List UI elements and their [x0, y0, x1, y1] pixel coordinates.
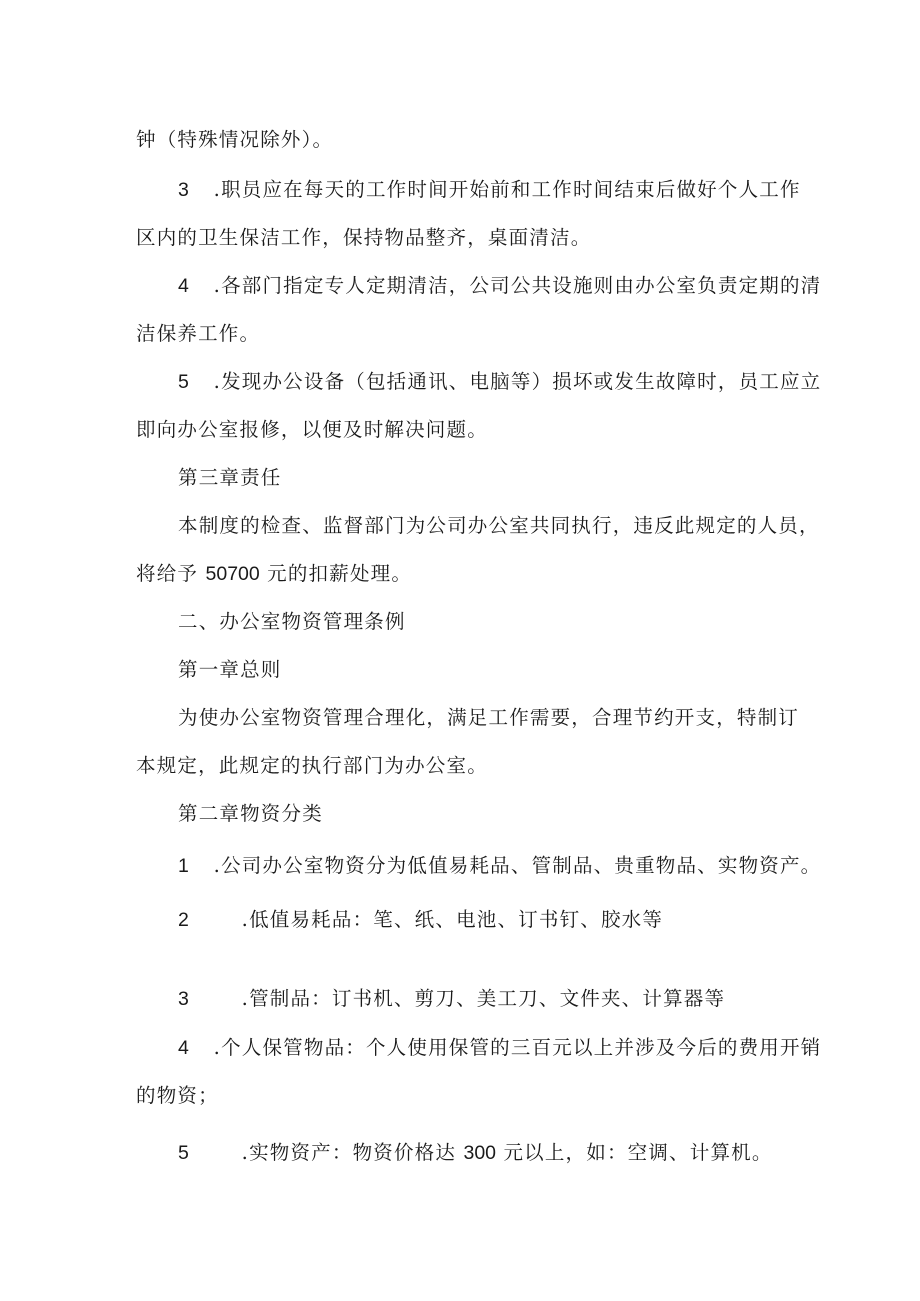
- text: 即向办公室报修，以便及时解决问题。: [136, 418, 488, 441]
- list-text: .个人保管物品：个人使用保管的三百元以上并涉及今后的费用开销: [213, 1036, 822, 1059]
- list-number: 5: [178, 371, 189, 393]
- list-number: 4: [178, 275, 189, 297]
- list-text: .公司办公室物资分为低值易耗品、管制品、贵重物品、实物资产。: [213, 854, 822, 877]
- heading-text: 第二章物资分类: [178, 802, 323, 825]
- list-number: 3: [178, 179, 189, 201]
- paragraph-line: [136, 225, 591, 251]
- text: 为使办公室物资管理合理化，满足工作需要，合理节约开支，特制订: [178, 706, 800, 729]
- list-number: 4: [178, 1037, 189, 1059]
- list-number: 3: [178, 988, 189, 1010]
- list-item-3: [178, 177, 801, 203]
- paragraph-line: [178, 513, 820, 539]
- amount: 300: [463, 1142, 497, 1164]
- list-item-2: [178, 907, 663, 933]
- text: 本规定，此规定的执行部门为办公室。: [136, 754, 488, 777]
- paragraph-line: [178, 705, 799, 731]
- heading-text: 第一章总则: [178, 658, 282, 681]
- section-heading: [178, 609, 406, 635]
- chapter-heading: [178, 657, 282, 683]
- list-number: 5: [178, 1142, 189, 1164]
- text-suffix: 元的扣薪处理。: [267, 562, 413, 585]
- paragraph-line: [136, 1083, 219, 1109]
- list-text: .管制品：订书机、剪刀、美工刀、文件夹、计算器等: [241, 987, 726, 1010]
- list-text-suffix: 元以上，如：空调、计算机。: [503, 1141, 773, 1164]
- paragraph-line: [136, 127, 333, 153]
- list-item-5: [178, 369, 821, 395]
- paragraph-line: [136, 561, 412, 587]
- paragraph-line: [136, 753, 488, 779]
- text: 本制度的检查、监督部门为公司办公室共同执行，违反此规定的人员，: [178, 514, 820, 537]
- list-text-prefix: .实物资产：物资价格达: [241, 1141, 457, 1164]
- paragraph-line: [136, 417, 488, 443]
- list-item-4: [178, 1035, 821, 1061]
- list-text: .各部门指定专人定期清洁，公司公共设施则由办公室负责定期的清: [213, 274, 822, 297]
- list-text: .发现办公设备（包括通讯、电脑等）损坏或发生故障时，员工应立: [213, 370, 822, 393]
- list-item-5: [178, 1140, 773, 1166]
- list-number: 2: [178, 909, 189, 931]
- text: 洁保养工作。: [136, 322, 261, 345]
- list-item-4: [178, 273, 821, 299]
- chapter-heading: [178, 801, 323, 827]
- heading-text: 二、办公室物资管理条例: [178, 610, 406, 633]
- text: 的物资；: [136, 1084, 219, 1107]
- text: 钟（特殊情况除外）。: [136, 128, 334, 151]
- list-text: .低值易耗品：笔、纸、电池、订书钉、胶水等: [241, 908, 664, 931]
- paragraph-line: [136, 321, 260, 347]
- text: 区内的卫生保洁工作，保持物品整齐，桌面清洁。: [136, 226, 592, 249]
- list-text: .职员应在每天的工作时间开始前和工作时间结束后做好个人工作: [213, 178, 801, 201]
- heading-text: 第三章责任: [178, 466, 282, 489]
- amount: 50700: [205, 563, 260, 585]
- text-prefix: 将给予: [136, 562, 199, 585]
- list-number: 1: [178, 855, 189, 877]
- chapter-heading: [178, 465, 282, 491]
- list-item-3: [178, 986, 725, 1012]
- list-item-1: [178, 853, 821, 879]
